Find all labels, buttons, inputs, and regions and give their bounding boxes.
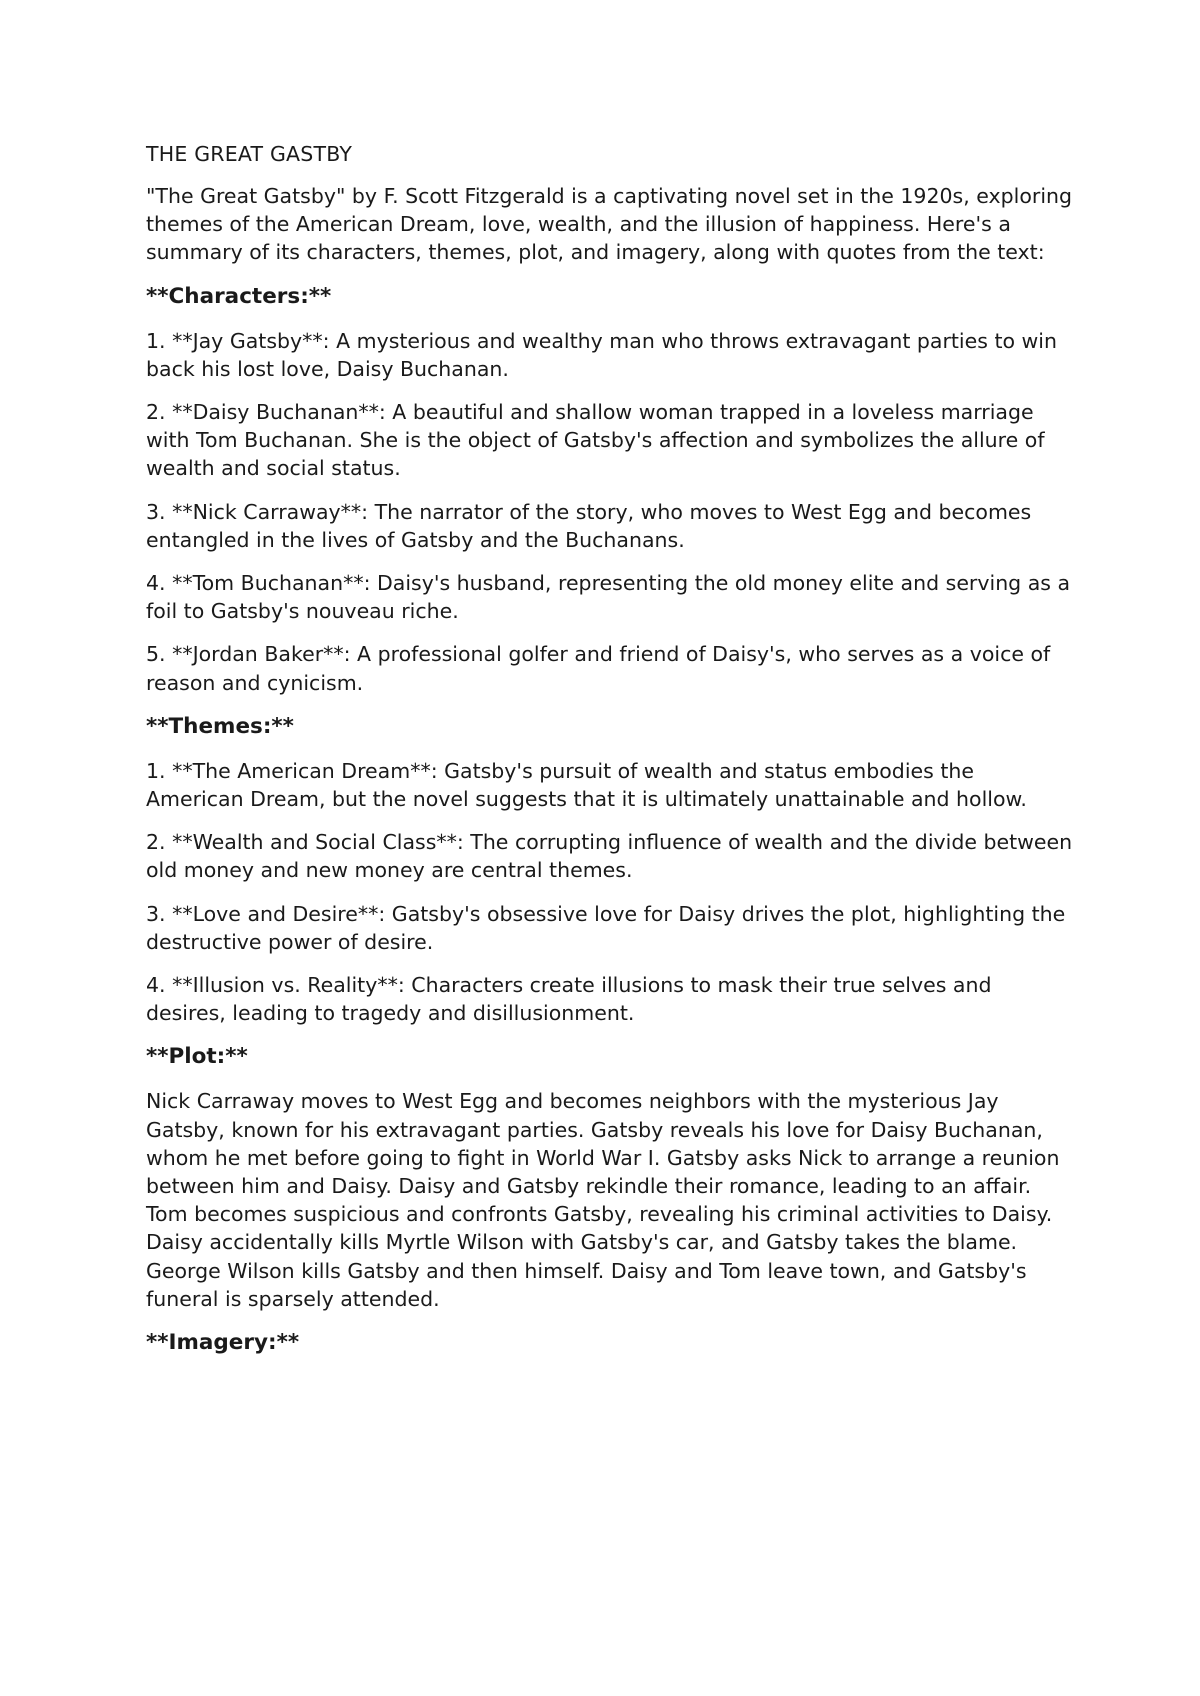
theme-item-illusion-reality: 4. **Illusion vs. Reality**: Characters create illusions to mask their true selves and desires, leading to tragedy and disillusionment.: [146, 973, 992, 1026]
character-item-jordan: 5. **Jordan Baker**: A professional golfer and friend of Daisy's, who serves as a voice of reason and cynicism.: [146, 642, 1051, 695]
section-heading-themes: **Themes:**: [146, 713, 294, 739]
character-item-tom: 4. **Tom Buchanan**: Daisy's husband, representing the old money elite and serving as a foil to Gatsby's nouveau riche.: [146, 571, 1071, 624]
character-item-gatsby: 1. **Jay Gatsby**: A mysterious and wealthy man who throws extravagant parties to win back his lost love, Daisy Buchanan.: [146, 328, 1057, 381]
character-item-daisy: 2. **Daisy Buchanan**: A beautiful and shallow woman trapped in a loveless marriage with Tom Buchanan. She is the object of Gatsby's affection and symbolizes the allure of wealth and social status.: [146, 400, 1045, 481]
section-heading-imagery: **Imagery:**: [146, 1330, 300, 1356]
theme-item-love-desire: 3. **Love and Desire**: Gatsby's obsessive love for Daisy drives the plot, highlighting the destructive power of desire.: [146, 901, 1066, 954]
character-item-nick: 3. **Nick Carraway**: The narrator of the story, who moves to West Egg and becomes entangled in the lives of Gatsby and the Buchanans.: [146, 499, 1032, 552]
theme-item-wealth-class: 2. **Wealth and Social Class**: The corrupting influence of wealth and the divide between old money and new money are central themes.: [146, 830, 1073, 883]
section-heading-characters: **Characters:**: [146, 283, 332, 309]
document-title: THE GREAT GASTBY: [146, 142, 353, 166]
section-heading-plot: **Plot:**: [146, 1044, 248, 1070]
plot-paragraph: Nick Carraway moves to West Egg and becomes neighbors with the mysterious Jay Gatsby, known for his extravagant parties. Gatsby reveals his love for Daisy Buchanan, whom he met before going to fight in World War I. Gatsby asks Nick to arrange a reunion between him and Daisy. Daisy and Gatsby rekindle their romance, leading to an affair. Tom becomes suspicious and confronts Gatsby, revealing his criminal activities to Daisy. Daisy accidentally kills Myrtle Wilson with Gatsby's car, and Gatsby takes the blame. George Wilson kills Gatsby and then himself. Daisy and Tom leave town, and Gatsby's funeral is sparsely attended.: [146, 1089, 1060, 1311]
document-body: [146, 140, 1076, 1373]
theme-item-american-dream: 1. **The American Dream**: Gatsby's pursuit of wealth and status embodies the American Dream, but the novel suggests that it is ultimately unattainable and hollow.: [146, 758, 1027, 812]
intro-paragraph: "The Great Gatsby" by F. Scott Fitzgerald is a captivating novel set in the 1920s, exploring themes of the American Dream, love, wealth, and the illusion of happiness. Here's a summary of its characters, themes, plot, and imagery, along with quotes from the text:: [146, 184, 1073, 265]
